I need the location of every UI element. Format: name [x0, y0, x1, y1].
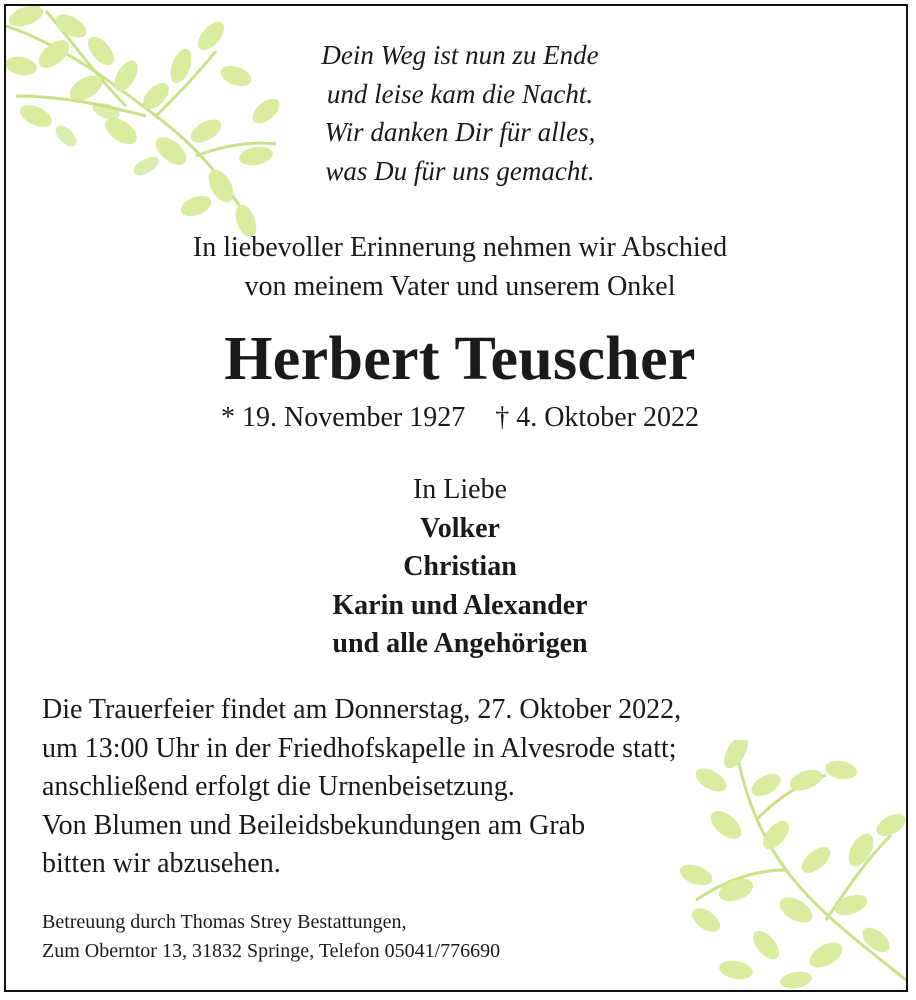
intro-line: In liebevoller Erinnerung nehmen wir Abschied	[192, 232, 728, 263]
poem	[4, 36, 908, 190]
family-signature	[4, 471, 908, 664]
family-member: Karin und Alexander	[332, 589, 588, 621]
obituary-frame	[4, 4, 908, 992]
poem-line: Dein Weg ist nun zu Ende	[321, 40, 599, 70]
family-member: Volker	[420, 512, 500, 544]
footer-line: Zum Oberntor 13, 31832 Springe, Telefon 05041/776690	[42, 940, 501, 962]
intro-text	[4, 229, 908, 306]
details-line: bitten wir abzusehen.	[42, 848, 281, 879]
poem-line: und leise kam die Nacht.	[326, 78, 594, 109]
family-member: Christian	[403, 551, 517, 582]
deceased-name: Herbert Teuscher	[224, 325, 696, 393]
details-line: Die Trauerfeier findet am Donnerstag, 27. Oktober 2022,	[42, 694, 682, 725]
birth-date: * 19. November 1927	[221, 402, 466, 433]
leaf-branch-bottom-right-icon	[676, 740, 906, 990]
intro-line: von meinem Vater und unserem Onkel	[244, 270, 676, 302]
details-line: um 13:00 Uhr in der Friedhofskapelle in Alvesrode statt;	[42, 732, 677, 764]
details-line: anschließend erfolgt die Urnenbeisetzung.	[42, 771, 515, 802]
life-dates	[4, 398, 908, 438]
family-member: und alle Angehörigen	[332, 628, 588, 659]
death-date: † 4. Oktober 2022	[495, 402, 699, 433]
family-opening: In Liebe	[412, 474, 508, 505]
undertaker-info	[42, 908, 500, 966]
details-line: Von Blumen und Beileidsbekundungen am Grab	[42, 809, 586, 841]
poem-line: was Du für uns gemacht.	[325, 155, 595, 186]
footer-line: Betreuung durch Thomas Strey Bestattungen,	[42, 911, 407, 933]
funeral-details	[42, 691, 681, 884]
poem-line: Wir danken Dir für alles,	[324, 117, 596, 147]
